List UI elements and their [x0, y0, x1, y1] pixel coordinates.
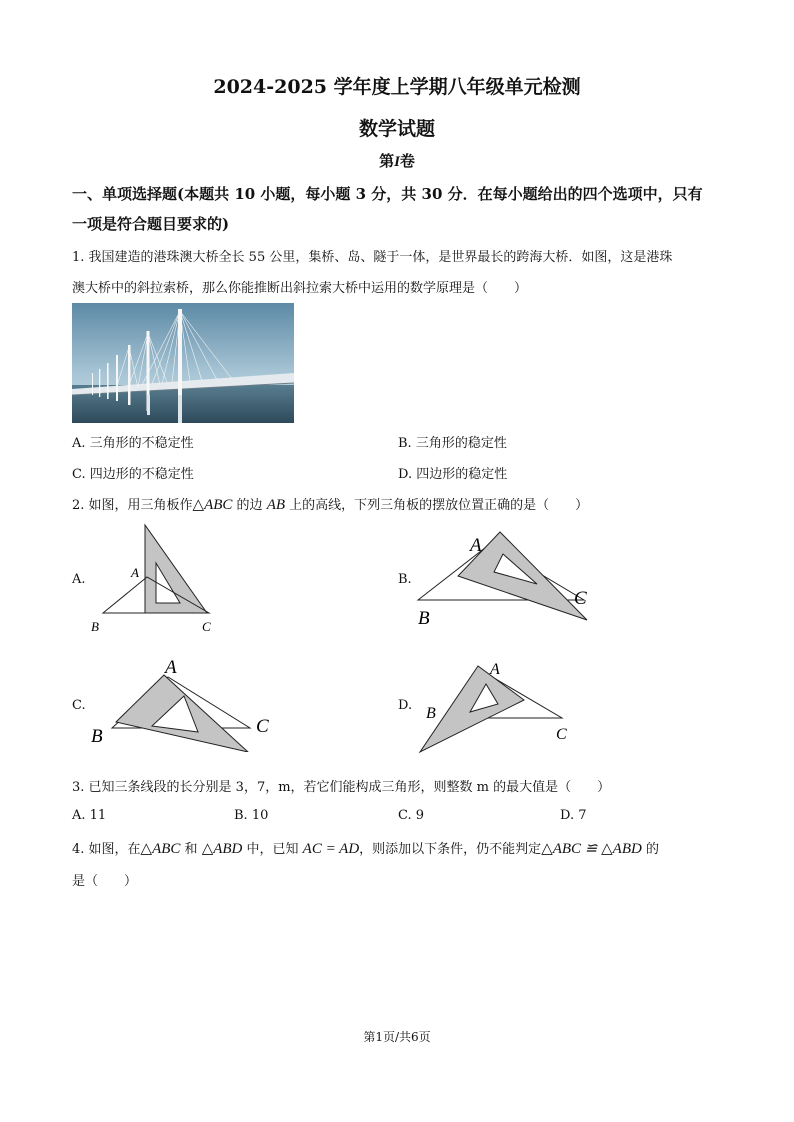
vertex-b: B	[426, 705, 436, 722]
q3-text: 3. 已知三条线段的长分别是 3，7，m，若它们能构成三角形，则整数 m 的最大值是（ ）	[72, 780, 611, 795]
q3-option-b[interactable]: B. 10	[234, 808, 269, 823]
subject-title: 数学试题	[358, 118, 435, 140]
q2-figure-d[interactable]	[412, 652, 592, 756]
q2-figure-a[interactable]	[88, 520, 228, 640]
vertex-b: B	[418, 608, 430, 629]
q2-figure-c[interactable]	[88, 652, 288, 752]
section-heading-line1: 一、单项选择题(本题共 10 小题，每小题 3 分，共 30 分．在每小题给出的四个选项中，只有	[72, 185, 703, 203]
q3-option-c[interactable]: C. 9	[398, 808, 425, 823]
q3-option-a[interactable]: A. 11	[72, 808, 107, 823]
q2-figure-b[interactable]	[412, 528, 602, 632]
section-heading-line2: 一项是符合题目要求的)	[72, 215, 230, 233]
vertex-c: C	[202, 619, 211, 634]
q1-text-line1: 1. 我国建造的港珠澳大桥全长 55 公里，集桥、岛、隧于一体，是世界最长的跨海大桥．如图，这是港珠	[72, 250, 673, 265]
q1-option-c[interactable]: C. 四边形的不稳定性	[72, 467, 194, 482]
q1-option-d[interactable]: D. 四边形的稳定性	[398, 467, 508, 482]
q2-option-d-label[interactable]: D.	[398, 698, 413, 713]
vertex-a: A	[470, 535, 482, 556]
vertex-b: B	[91, 619, 99, 634]
q1-option-a[interactable]: A. 三角形的不稳定性	[72, 436, 194, 451]
q3-option-d[interactable]: D. 7	[560, 808, 587, 823]
q2-text: 2. 如图，用三角板作△ABC 的边 AB 上的高线，下列三角板的摆放位置正确的是（ ）	[72, 497, 589, 513]
q2-option-b-label[interactable]: B.	[398, 572, 412, 587]
vertex-c: C	[256, 716, 269, 737]
q4-text-line1: 4. 如图，在△ABC 和 △ABD 中，已知 AC = AD，则添加以下条件，仍不能判定△ABC ≌ △ABD 的	[72, 841, 659, 857]
vertex-a: A	[131, 565, 139, 580]
q2-option-a-label[interactable]: A.	[72, 572, 86, 587]
q4-text-line2: 是（ ）	[72, 874, 138, 889]
vertex-b: B	[91, 726, 103, 747]
exam-title: 2024-2025 学年度上学期八年级单元检测	[213, 76, 581, 98]
bridge-photo	[72, 303, 294, 423]
volume-label: 第I卷	[379, 152, 415, 170]
page-footer: 第1页/共6页	[363, 1030, 431, 1044]
q1-text-line2: 澳大桥中的斜拉索桥，那么你能推断出斜拉索大桥中运用的数学原理是（ ）	[72, 281, 528, 296]
q1-option-b[interactable]: B. 三角形的稳定性	[398, 436, 507, 451]
vertex-c: C	[574, 588, 587, 609]
vertex-c: C	[556, 726, 567, 743]
vertex-a: A	[165, 657, 177, 678]
q2-option-c-label[interactable]: C.	[72, 698, 86, 713]
vertex-a: A	[490, 661, 500, 678]
